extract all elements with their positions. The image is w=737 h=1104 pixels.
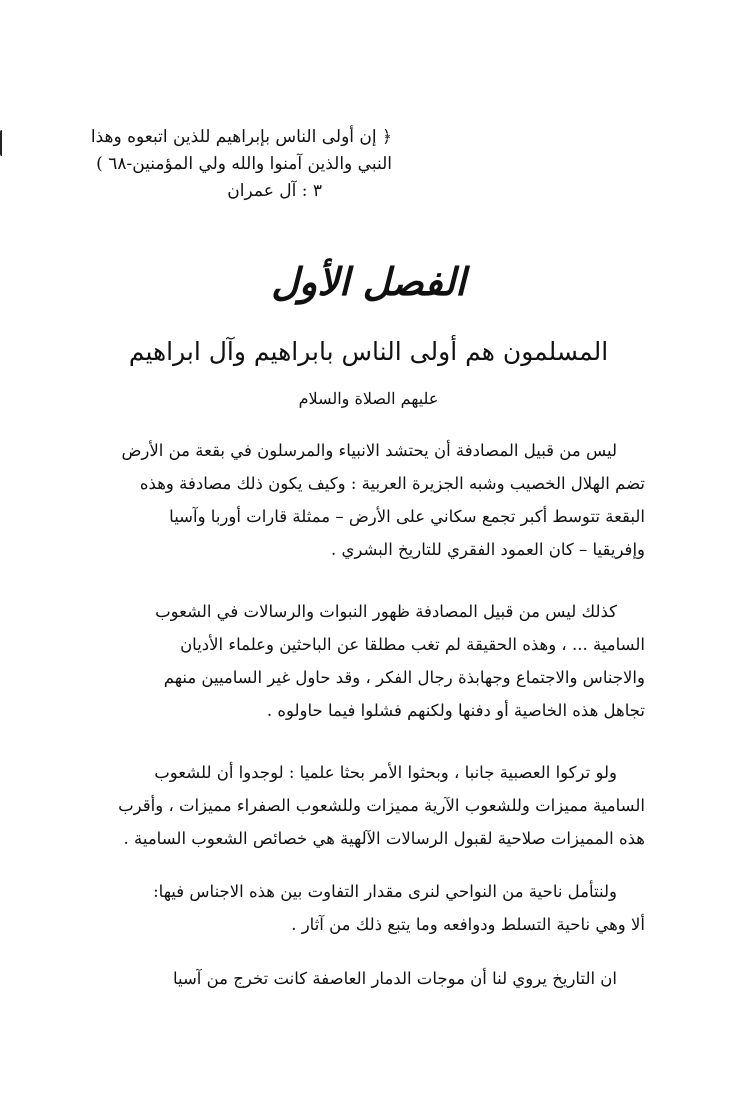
epigraph-line-2: النبي والذين آمنوا والله ولي المؤمنين-٦٨ ) (96, 154, 392, 174)
chapter-title: الفصل الأول (271, 259, 466, 304)
paragraph-line: السامية مميزات وللشعوب الآرية مميزات وللشعوب الصفراء مميزات ، وأقرب (118, 796, 645, 815)
epigraph-line-1: ﴿ إن أولى الناس بإبراهيم للذين اتبعوه وهذا (90, 127, 392, 147)
section-subheading: عليهم الصلاة والسلام (298, 389, 439, 408)
page-edge-mark (0, 130, 8, 156)
quran-epigraph (72, 124, 392, 205)
paragraph-line: وإفريقيا – كان العمود الفقري للتاريخ البشري . (330, 540, 645, 559)
paragraph-2 (55, 595, 645, 727)
paragraph-line: ألا وهي ناحية التسلط ودوافعه وما يتبع ذلك من آثار . (291, 915, 645, 934)
paragraph-line: تضم الهلال الخصيب وشبه الجزيرة العربية : وكيف يكون ذلك مصادفة وهذه (139, 474, 645, 493)
paragraph-line: هذه المميزات صلاحية لقبول الرسالات الآلهية هي خصائص الشعوب السامية . (123, 829, 645, 848)
paragraph-line: ولنتأمل ناحية من النواحي لنرى مقدار التفاوت بين هذه الاجناس فيها: (153, 882, 617, 901)
paragraph-5 (55, 962, 645, 995)
paragraph-1 (55, 434, 645, 566)
paragraph-line: والاجناس والاجتماع وجهابذة رجال الفكر ، وقد حاول غير الساميين منهم (163, 668, 645, 687)
paragraph-3 (55, 756, 645, 855)
paragraph-line: ليس من قبيل المصادفة أن يحتشد الانبياء والمرسلون في بقعة من الأرض (121, 441, 617, 460)
paragraph-4 (55, 875, 645, 941)
paragraph-line: السامية ... ، وهذه الحقيقة لم تغب مطلقا عن الباحثين وعلماء الأديان (180, 635, 645, 654)
epigraph-reference: ٣ : آل عمران (227, 181, 322, 201)
paragraph-line: ان التاريخ يروي لنا أن موجات الدمار العاصفة كانت تخرج من آسيا (172, 969, 617, 988)
paragraph-line: ولو تركوا العصبية جانبا ، وبحثوا الأمر بحثا علميا : لوجدوا أن للشعوب (154, 763, 617, 782)
paragraph-line: كذلك ليس من قبيل المصادفة ظهور النبوات والرسالات في الشعوب (155, 602, 617, 621)
section-heading: المسلمون هم أولى الناس بابراهيم وآل ابراهيم (128, 337, 609, 366)
paragraph-line: تجاهل هذه الخاصية أو دفنها ولكنهم فشلوا فيما حاولوه . (266, 701, 645, 720)
paragraph-line: البقعة تتوسط أكبر تجمع سكاني على الأرض – ممثلة قارات أوربا وآسيا (169, 507, 645, 526)
